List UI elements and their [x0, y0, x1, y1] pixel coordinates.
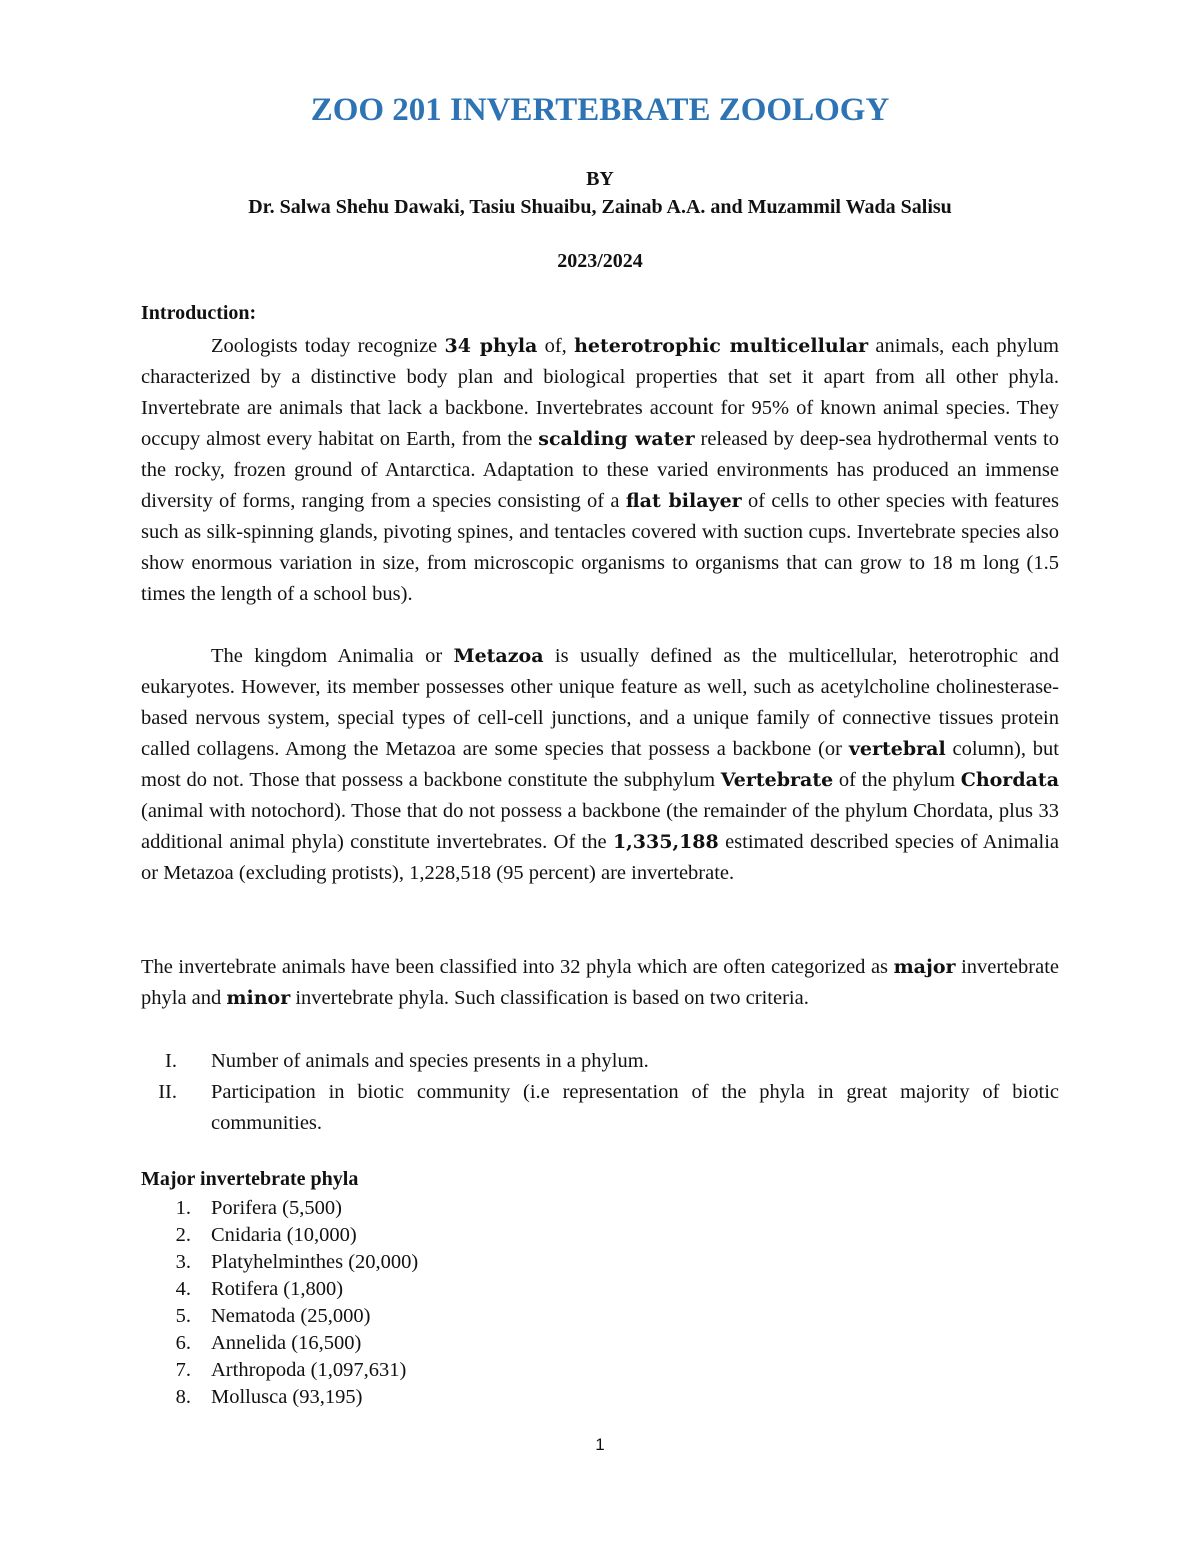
list-item — [141, 1222, 741, 1249]
list-number: 7. — [175, 1359, 191, 1381]
list-number: 3. — [175, 1251, 191, 1273]
classification-paragraph: The invertebrate animals have been classified into 32 phyla which are often categorized as major invertebrate phyla and minor invertebrate phyla. Such classification is based on two criteria. — [141, 956, 1059, 1009]
list-item — [141, 1276, 741, 1303]
intro-paragraph-1: Zoologists today recognize 34 phyla of, heterotrophic multicellular animals, each phylum characterized by a distinctive body plan and biological properties that set it apart from all other phyla. Invertebrate are animals that lack a backbone. Invertebrates account for 95% of known animal species. They occupy almost every habitat on Earth, from the scalding water released by deep-sea hydrothermal vents to the rocky, frozen ground of Antarctica. Adaptation to these varied environments has produced an immense diversity of forms, ranging from a species consisting of a flat bilayer of cells to other species with features such as silk-spinning glands, pivoting spines, and tentacles covered with suction cups. Invertebrate species also show enormous variation in size, from microscopic organisms to organisms that can grow to 18 m long (1.5 times the length of a school bus). — [141, 335, 1059, 605]
criteria-number: I. — [165, 1050, 177, 1072]
academic-year: 2023/2024 — [557, 250, 643, 272]
list-number: 1. — [175, 1197, 191, 1219]
list-number: 6. — [175, 1332, 191, 1354]
phylum-name: Platyhelminthes (20,000) — [211, 1251, 419, 1273]
list-number: 8. — [175, 1386, 191, 1408]
list-number: 4. — [175, 1278, 191, 1300]
list-item — [141, 1330, 741, 1357]
phylum-name: Arthropoda (1,097,631) — [211, 1359, 407, 1381]
list-item — [141, 1195, 741, 1222]
major-phyla-list — [141, 1195, 741, 1411]
list-item — [141, 1249, 741, 1276]
authors-line: Dr. Salwa Shehu Dawaki, Tasiu Shuaibu, Zainab A.A. and Muzammil Wada Salisu — [248, 196, 952, 218]
phylum-name: Cnidaria (10,000) — [211, 1224, 357, 1246]
intro-paragraph-2: The kingdom Animalia or Metazoa is usually defined as the multicellular, heterotrophic and eukaryotes. However, its member possesses other unique feature as well, such as acetylcholine cholinesterase-based nervous system, special types of cell-cell junctions, and a unique family of connective tissues protein called collagens. Among the Metazoa are some species that possess a backbone (or vertebral column), but most do not. Those that possess a backbone constitute the subphylum Vertebrate of the phylum Chordata (animal with notochord). Those that do not possess a backbone (the remainder of the phylum Chordata, plus 33 additional animal phyla) constitute invertebrates. Of the 1,335,188 estimated described species of Animalia or Metazoa (excluding protists), 1,228,518 (95 percent) are invertebrate. — [141, 645, 1060, 884]
major-phyla-heading: Major invertebrate phyla — [141, 1168, 359, 1190]
criteria-text: Number of animals and species presents in a phylum. — [211, 1050, 649, 1072]
phylum-name: Nematoda (25,000) — [211, 1305, 371, 1327]
page-number: 1 — [595, 1435, 605, 1454]
document-title: ZOO 201 INVERTEBRATE ZOOLOGY — [310, 92, 890, 128]
list-item — [141, 1357, 741, 1384]
phylum-name: Porifera (5,500) — [211, 1197, 342, 1219]
list-number: 2. — [175, 1224, 191, 1246]
list-item — [141, 1303, 741, 1330]
phylum-name: Rotifera (1,800) — [211, 1278, 344, 1300]
criteria-text: Participation in biotic community (i.e representation of the phyla in great majority of biotic communities. — [211, 1081, 1059, 1134]
criteria-number: II. — [158, 1081, 177, 1103]
by-line: BY — [586, 168, 614, 190]
list-item — [141, 1384, 741, 1411]
phylum-name: Annelida (16,500) — [211, 1332, 362, 1354]
phylum-name: Mollusca (93,195) — [211, 1386, 363, 1408]
list-number: 5. — [175, 1305, 191, 1327]
introduction-heading: Introduction: — [141, 302, 257, 324]
